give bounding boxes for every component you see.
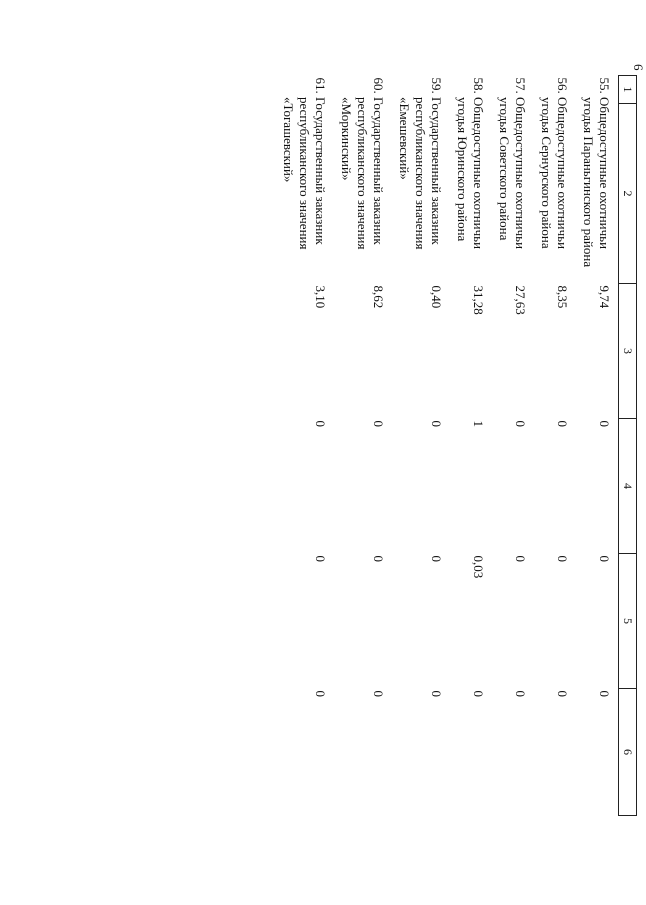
cell-col4: 0 [429,420,444,427]
row-number: 56. [555,77,570,94]
cell-col3: 8,35 [555,285,570,309]
cell-col6: 0 [513,690,528,697]
table-row [450,76,492,816]
row-number: 61. [313,77,328,94]
row-number: 57. [513,77,528,94]
row-name: Общедоступные охотничьи угодья Параньгинского района [581,97,612,268]
cell-col3: 27,63 [513,285,528,315]
row-name: Общедоступные охотничьи угодья Юринского района [455,97,486,250]
col-header-5: 5 [619,554,637,689]
row-name: Государственный заказник республиканского значения «Моркинский» [339,97,386,250]
name-cell [492,76,534,284]
cell-col3: 9,74 [597,285,612,309]
col-header-6: 6 [619,689,637,816]
cell-col5: 0 [429,555,444,562]
table-row [392,76,450,816]
name-cell [334,76,392,284]
page-number: 6 [631,64,646,71]
name-cell [534,76,576,284]
table-row [534,76,576,816]
table-row [334,76,392,816]
cell-col5: 0 [555,555,570,562]
cell-col4: 0 [313,420,328,427]
col-header-4: 4 [619,419,637,554]
row-name: Общедоступные охотничьи угодья Советского района [497,97,528,250]
name-cell [276,76,334,284]
cell-col4: 0 [597,420,612,427]
cell-col6: 0 [555,690,570,697]
cell-col4: 1 [471,420,486,427]
cell-col6: 0 [313,690,328,697]
row-name: Государственный заказник республиканского значения «Тогашевский» [281,97,328,250]
table-row [576,76,619,816]
table-row [276,76,334,816]
name-cell [392,76,450,284]
cell-col5: 0 [513,555,528,562]
cell-col6: 0 [429,690,444,697]
cell-col6: 0 [371,690,386,697]
table-row [492,76,534,816]
name-cell [450,76,492,284]
row-number: 58. [471,77,486,94]
cell-col4: 0 [513,420,528,427]
data-table [276,75,637,816]
cell-col5: 0 [313,555,328,562]
cell-col3: 0,40 [429,285,444,309]
cell-col4: 0 [371,420,386,427]
cell-col5: 0 [597,555,612,562]
col-header-3: 3 [619,284,637,419]
cell-col4: 0 [555,420,570,427]
cell-col3: 31,28 [471,285,486,315]
row-number: 55. [597,77,612,94]
name-cell [576,76,619,284]
rotated-table-container [117,75,637,815]
col-header-1: 1 [619,76,637,104]
table-header-row [619,76,637,816]
cell-col5: 0,03 [471,555,486,579]
row-name: Государственный заказник республиканского значения «Емешевский» [397,97,444,250]
cell-col3: 3,10 [313,285,328,309]
row-number: 59. [429,77,444,94]
row-name: Общедоступные охотничьи угодья Сернурского района [539,97,570,250]
cell-col6: 0 [471,690,486,697]
row-number: 60. [371,77,386,94]
cell-col6: 0 [597,690,612,697]
cell-col3: 8,62 [371,285,386,309]
cell-col5: 0 [371,555,386,562]
col-header-2: 2 [619,104,637,284]
